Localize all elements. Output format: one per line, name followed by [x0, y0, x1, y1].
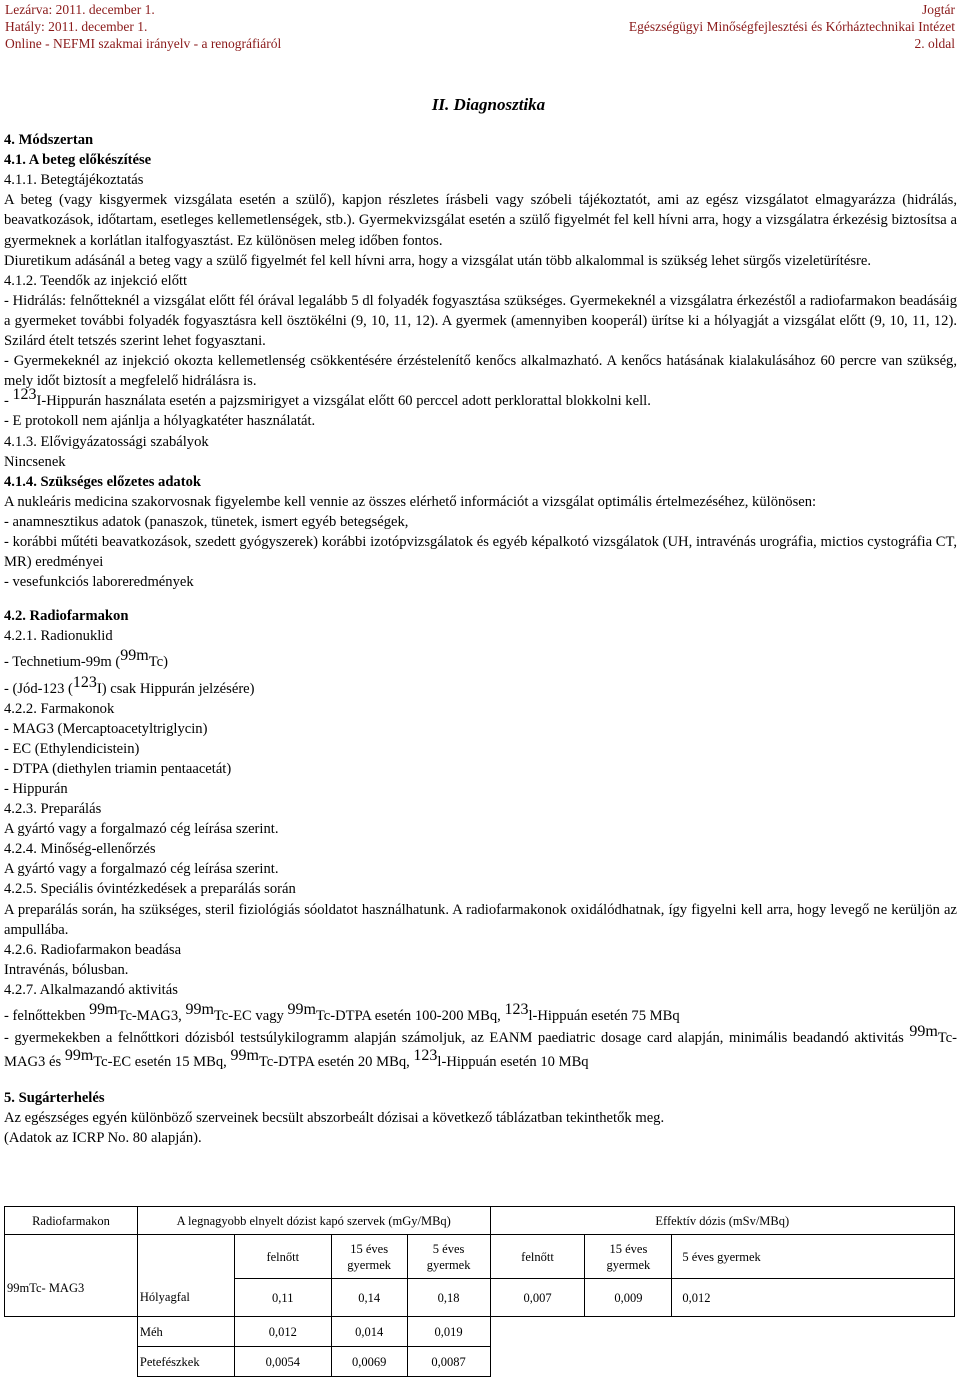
list-item: - EC (Ethylendicistein): [4, 740, 140, 757]
paragraph: (Adatok az ICRP No. 80 alapján).: [4, 1130, 202, 1147]
list-item: - Hippurán: [4, 781, 68, 797]
subsection-heading: 4.1.4. Szükséges előzetes adatok: [4, 473, 202, 490]
superscript: 123: [72, 673, 97, 691]
document-body: [4, 95, 957, 1148]
radiopharmaceutical-name: 99mTc- MAG3: [5, 1235, 138, 1317]
table-row: Hólyagfal 0,11 0,14 0,18 0,007 0,009 0,012: [5, 1279, 955, 1317]
subsection-heading: 4.2.7. Alkalmazandó aktivitás: [4, 981, 178, 998]
paragraph: A beteg (vagy kisgyermek vizsgálata esetén a szülő), kapjon részletes írásbeli vagy szóbeli tájékoztatót, ami az egész vizsgálatot elmagyarázza (hidrálás, beavatkozások, időtartam, esetleges kellemetlenségek, stb.). Gyermekvizsgálat esetén a szülő figyelmét fel kell hívni arra, hogy a vizsgálatra érkezésig biztosítsa a gyermeknek a korlátlan italfogyasztást. Ez különösen meleg időben fontos.: [4, 192, 957, 249]
subheader-15-year-child-effective: 15 éves gyermek: [585, 1235, 672, 1279]
list-item: - vesefunkciós laboreredmények: [4, 574, 194, 591]
subsection-heading: 4.2.4. Minőség-ellenőrzés: [4, 841, 156, 858]
subheader-adult: felnőtt: [234, 1235, 331, 1279]
section-heading: 4.1. A beteg előkészítése: [4, 152, 152, 169]
header-effective-date: Hatály: 2011. december 1.: [5, 19, 148, 34]
subsection-heading: 4.2.2. Farmakonok: [4, 700, 115, 717]
subheader-adult-effective: felnőtt: [490, 1235, 585, 1279]
list-item: - anamnesztikus adatok (panaszok, tünetek, ismert egyéb betegségek,: [4, 513, 409, 530]
paragraph: - E protokoll nem ajánlja a hólyagkatéter használatát.: [4, 413, 316, 430]
paragraph: Nincsenek: [4, 453, 66, 470]
section-heading: 4.2. Radiofarmakon: [4, 608, 129, 625]
subsection-heading: 4.2.5. Speciális óvintézkedések a preparálás során: [4, 881, 296, 898]
header-closed-date: Lezárva: 2011. december 1.: [5, 2, 155, 17]
paragraph: - Hidrálás: felnőtteknél a vizsgálat előtt fél órával legalább 5 dl folyadék fogyasztása szükséges. Gyermekeknél a vizsgálatra érkezéstől a radiofarmakon beadásáig a gyermeket további folyadék fogyasztásra kell ösztökélni (9, 10, 11, 12). A gyermek (amennyiben kooperál) ürítse ki a hólyagját a vizsgálat előtt (9, 10, 11, 12). Szilárd ételt tetszés szerint lehet fogyasztani.: [4, 292, 957, 350]
header-right: [629, 1, 955, 52]
subheader-5-year-child: 5 éves gyermek: [407, 1235, 490, 1279]
table-row: Petefészkek 0,0054 0,0069 0,0087: [5, 1347, 955, 1377]
list-item: - DTPA (diethylen triamin pentaacetát): [4, 760, 232, 777]
table-row: Méh 0,012 0,014 0,019: [5, 1317, 955, 1347]
paragraph: Az egészséges egyén különböző szerveinek becsült abszorbeált dózisai a következő táblázatban tekinthetők meg.: [4, 1110, 665, 1127]
list-item: - MAG3 (Mercaptoacetyltriglycin): [4, 720, 208, 737]
paragraph: A nukleáris medicina szakorvosnak figyelembe kell vennie az összes elérhető információt a vizsgálat optimális értelmezéséhez, különösen:: [4, 493, 817, 510]
list-item: - (Jód-123 (123I) csak Hippurán jelzésére): [4, 673, 255, 697]
subsection-heading: 4.2.1. Radionuklid: [4, 628, 113, 645]
subsection-heading: 4.1.1. Betegtájékoztatás: [4, 172, 144, 189]
paragraph: A gyártó vagy a forgalmazó cég leírása szerint.: [4, 861, 279, 878]
paragraph: Diuretikum adásánál a beteg vagy a szülő figyelmét fel kell hívni arra, hogy a vizsgálat után több alkalommal is szükség lehet sürgős vizeletürítésre.: [4, 252, 871, 269]
subsection-heading: 4.1.2. Teendők az injekció előtt: [4, 272, 188, 289]
subheader-15-year-child: 15 éves gyermek: [331, 1235, 407, 1279]
paragraph: A gyártó vagy a forgalmazó cég leírása szerint.: [4, 821, 279, 838]
header-effective-dose: Effektív dózis (mSv/MBq): [490, 1207, 954, 1235]
subsection-heading: 4.2.6. Radiofarmakon beadása: [4, 941, 182, 958]
superscript: 123: [12, 386, 37, 404]
subsection-heading: 4.2.3. Preparálás: [4, 801, 102, 818]
list-item: - felnőttekben 99mTc-MAG3, 99mTc-EC vagy 99mTc-DTPA esetén 100-200 MBq, 123l-Hippuán esetén 75 MBq: [4, 1001, 680, 1025]
chapter-title: II. Diagnosztika: [431, 95, 546, 114]
section-heading: 5. Sugárterhelés: [4, 1090, 105, 1107]
section-heading: 4. Módszertan: [4, 132, 94, 149]
paragraph: Intravénás, bólusban.: [4, 961, 129, 978]
radiation-dose-table: [4, 1206, 955, 1377]
paragraph: - Gyermekeknél az injekció okozta kellemetlenség csökkentésére érzéstelenítő kenőcs alkalmazható. A kenőcs hatásának kialakulásához 60 percre van szükség, mely időt biztosít a megfelelő hidrálásra is.: [4, 353, 957, 390]
list-item: - gyermekekben a felnőttkori dózisból testsúlykilogramm alapján számoljuk, az EANM paediatric dosage card alapján, minimális beadandó aktivitás 99mTc-MAG3 és 99mTc-EC esetén 15 MBq, 99mTc-DTPA esetén 20 MBq, 123l-Hippuán esetén 10 MBq: [4, 1023, 957, 1071]
header-institute: Egészségügyi Minőségfejlesztési és Kórháztechnikai Intézet: [628, 19, 955, 34]
superscript: 99m: [120, 647, 149, 665]
paragraph: - 123I-Hippurán használata esetén a pajzsmirigyet a vizsgálat előtt 60 perccel adott perklorattal blokkolni kell.: [4, 386, 651, 410]
header-left: [5, 1, 281, 52]
header-document-title: Online - NEFMI szakmai irányelv - a renográfiáról: [5, 36, 282, 51]
header-page-number: 2. oldal: [914, 36, 955, 51]
paragraph: A preparálás során, ha szükséges, steril fiziológiás sóoldatot használhatunk. A radiofarmakonok oxidálódhatnak, így figyelni kell arra, hogy levegő ne kerüljön az ampullába.: [4, 901, 957, 938]
subheader-5-year-child-effective: 5 éves gyermek: [672, 1235, 955, 1279]
list-item: - korábbi műtéti beavatkozások, szedett gyógyszerek) korábbi izotópvizsgálatok és egyéb képalkotó vizsgálatok (UH, intravénás urográfia, mictios cystográfia CT, MR) eredményei: [4, 533, 957, 571]
header-source: Jogtár: [922, 2, 955, 17]
header-organ-dose: A legnagyobb elnyelt dózist kapó szervek (mGy/MBq): [137, 1207, 490, 1235]
list-item: - Technetium-99m (99mTc): [4, 647, 168, 671]
subsection-heading: 4.1.3. Elővigyázatossági szabályok: [4, 433, 209, 450]
header-radiopharmaceutical: Radiofarmakon: [5, 1207, 138, 1235]
